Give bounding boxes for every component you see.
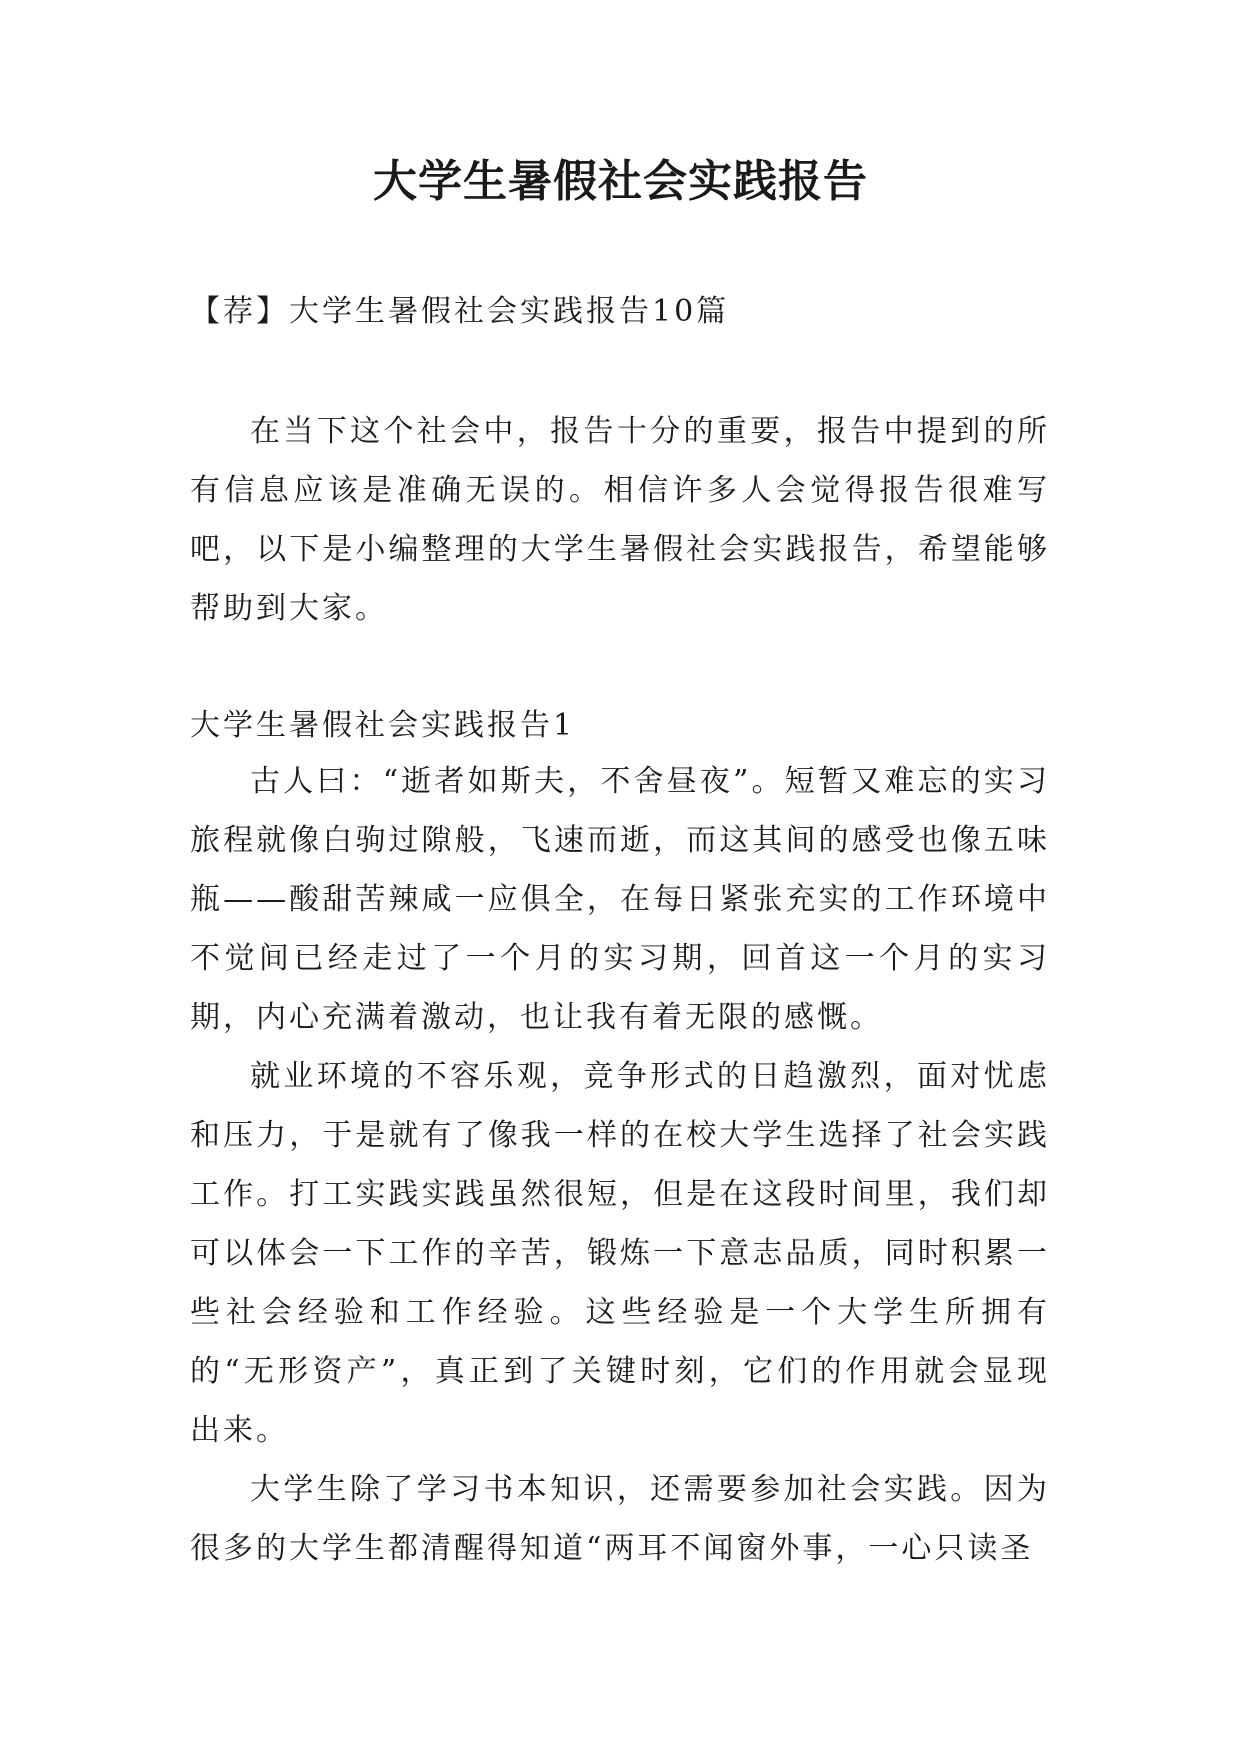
intro-paragraph-block — [190, 402, 1050, 638]
body-paragraph: 大学生除了学习书本知识，还需要参加社会实践。因为很多的大学生都清醒得知道“两耳不闻窗外事，一心只读圣 — [190, 1472, 1050, 1566]
body-paragraph: 古人曰：“逝者如斯夫，不舍昼夜”。短暂又难忘的实习旅程就像白驹过隙般，飞速而逝，而这其间的感受也像五味瓶——酸甜苦辣咸一应俱全，在每日紧张充实的工作环境中不觉间已经走过了一个月的实习期，回首这一个月的实习期，内心充满着激动，也让我有着无限的感慨。 — [190, 764, 1050, 1035]
section-body — [190, 752, 1050, 1578]
intro-paragraph: 在当下这个社会中，报告十分的重要，报告中提到的所有信息应该是准确无误的。相信许多人会觉得报告很难写吧，以下是小编整理的大学生暑假社会实践报告，希望能够帮助到大家。 — [190, 414, 1050, 626]
document-title: 大学生暑假社会实践报告 — [373, 156, 868, 207]
section-heading: 大学生暑假社会实践报告1 — [190, 708, 576, 743]
document-subtitle: 【荐】大学生暑假社会实践报告10篇 — [190, 294, 730, 329]
body-paragraph: 就业环境的不容乐观，竞争形式的日趋激烈，面对忧虑和压力，于是就有了像我一样的在校大学生选择了社会实践工作。打工实践实践虽然很短，但是在这段时间里，我们却可以体会一下工作的辛苦，锻炼一下意志品质，同时积累一些社会经验和工作经验。这些经验是一个大学生所拥有的“无形资产”，真正到了关键时刻，它们的作用就会显现出来。 — [190, 1059, 1050, 1448]
